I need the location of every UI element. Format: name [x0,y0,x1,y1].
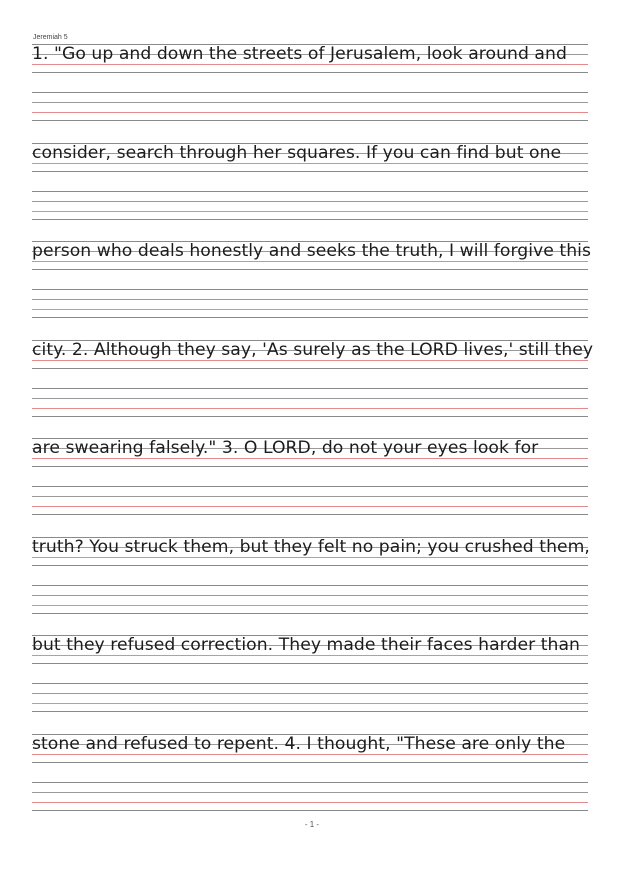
gray-guide-line [32,565,588,566]
red-guide-line [32,557,588,558]
gray-guide-line [32,613,588,614]
trace-text-line: but they refused correction. They made their faces harder than [32,635,580,655]
gray-guide-line [32,514,588,515]
gray-guide-line [32,466,588,467]
gray-guide-line [32,416,588,417]
gray-guide-line [32,595,588,596]
trace-text-line: are swearing falsely." 3. O LORD, do not your eyes look for [32,438,539,458]
practice-line-block [32,241,591,341]
red-guide-line [32,261,588,262]
gray-guide-line [32,289,588,290]
gray-guide-line [32,693,588,694]
red-guide-line [32,64,588,65]
trace-text-line: stone and refused to repent. 4. I thought, "These are only the [32,733,566,754]
gray-guide-line [32,72,588,73]
gray-guide-line [32,585,588,586]
gray-guide-line [32,219,588,220]
red-guide-line [32,163,588,164]
gray-guide-line [32,782,588,783]
red-guide-line [32,360,588,361]
red-guide-line [32,458,588,459]
practice-line-block [32,44,588,144]
practice-line-block [32,438,588,538]
trace-text-line: truth? You struck them, but they felt no pain; you crushed them, [32,536,590,557]
trace-text-line: city. 2. Although they say, 'As surely as the LORD lives,' still they [32,339,594,360]
gray-guide-line [32,191,588,192]
gray-guide-line [32,683,588,684]
trace-text-line: consider, search through her squares. If you can find but one [32,142,562,163]
gray-guide-line [32,810,588,811]
gray-guide-line [32,102,588,103]
gray-guide-line [32,317,588,318]
red-guide-line [32,408,588,409]
gray-guide-line [32,762,588,763]
red-guide-line [32,655,588,656]
gray-guide-line [32,486,588,487]
gray-guide-line [32,388,588,389]
gray-guide-line [32,120,588,121]
practice-line-block [32,635,588,735]
trace-text-line: 1. "Go up and down the streets of Jerusalem, look around and [32,44,567,64]
red-guide-line [32,754,588,755]
red-guide-line [32,506,588,507]
red-guide-line [32,802,588,803]
gray-guide-line [32,201,588,202]
red-guide-line [32,112,588,113]
gray-guide-line [32,398,588,399]
red-guide-line [32,605,588,606]
gray-guide-line [32,792,588,793]
gray-guide-line [32,92,588,93]
gray-guide-line [32,711,588,712]
page-number: - 1 - [304,820,320,829]
red-guide-line [32,211,588,212]
gray-guide-line [32,299,588,300]
trace-text-line: person who deals honestly and seeks the truth, I will forgive this [32,241,591,261]
gray-guide-line [32,171,588,172]
page-header-title: Jeremiah 5 [33,34,68,41]
practice-line-block [32,537,588,637]
practice-line-block [32,143,588,243]
gray-guide-line [32,368,588,369]
red-guide-line [32,703,588,704]
practice-line-block [32,734,588,834]
practice-line-block [32,339,594,440]
gray-guide-line [32,663,588,664]
gray-guide-line [32,269,588,270]
red-guide-line [32,309,588,310]
gray-guide-line [32,496,588,497]
